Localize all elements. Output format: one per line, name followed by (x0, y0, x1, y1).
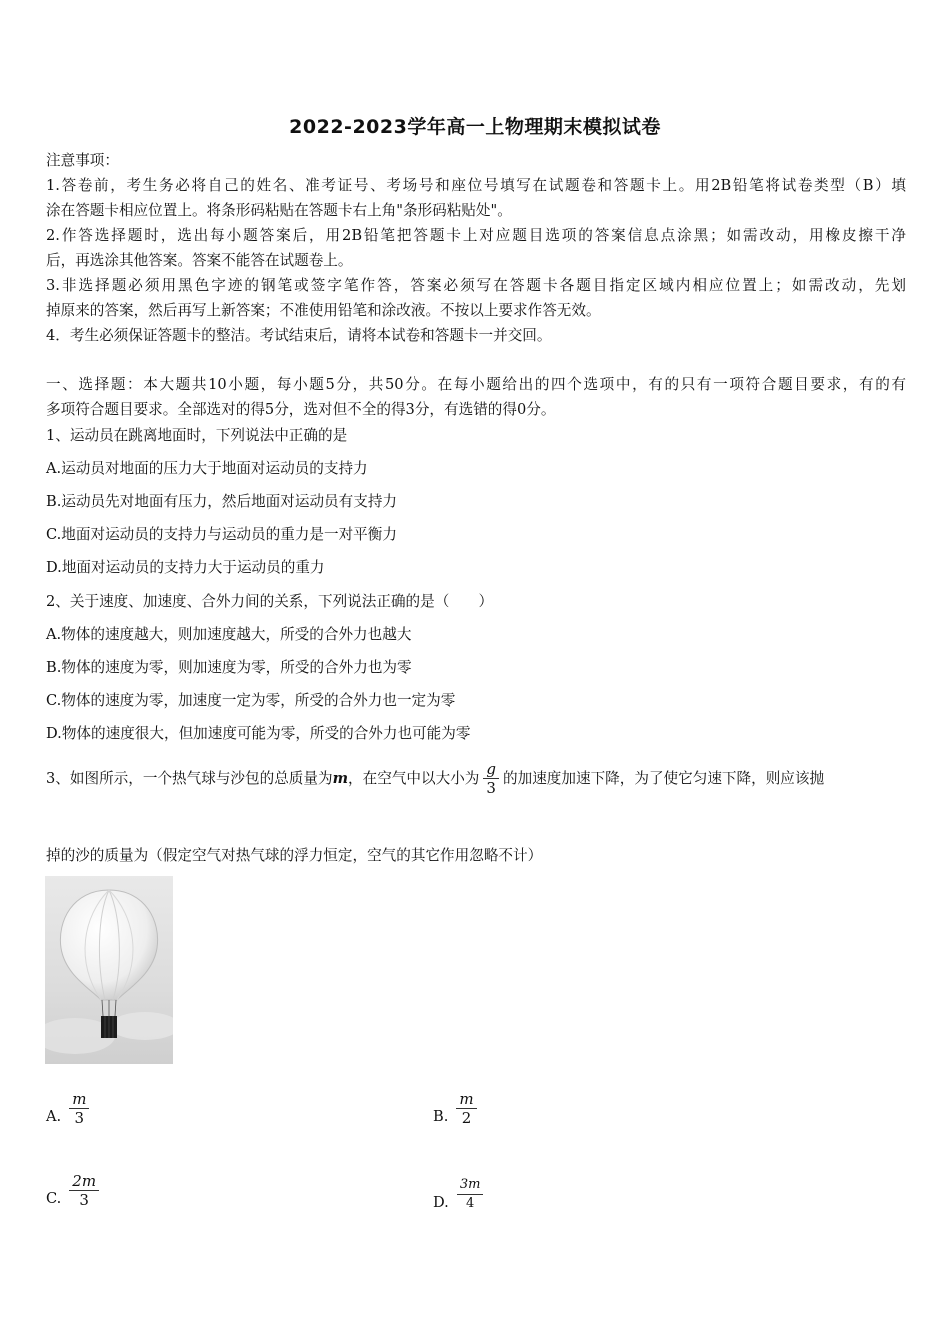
fraction-denominator: 3 (69, 1108, 89, 1127)
question-2-stem: 2、关于速度、加速度、合外力间的关系，下列说法正确的是（ ） (46, 593, 494, 610)
fraction-numerator: m (72, 1090, 87, 1108)
question-2-option-d: D.物体的速度很大，但加速度可能为零，所受的合外力也可能为零 (46, 725, 471, 742)
question-3-option-c (46, 1172, 99, 1209)
option-fraction (457, 1176, 484, 1213)
notice-heading: 注意事项： (46, 152, 119, 169)
fraction-denominator: 4 (457, 1194, 484, 1213)
question-1-option-c: C.地面对运动员的支持力与运动员的重力是一对平衡力 (46, 526, 397, 543)
option-fraction (456, 1090, 476, 1127)
question-3-stem-line-2: 掉的沙的质量为（假定空气对热气球的浮力恒定，空气的其它作用忽略不计） (46, 847, 543, 864)
notice-line-2: 涂在答题卡相应位置上。将条形码粘贴在答题卡右上角"条形码粘贴处"。 (46, 202, 512, 219)
question-1-option-a: A.运动员对地面的压力大于地面对运动员的支持力 (46, 460, 368, 477)
fraction-numerator: 2m (72, 1172, 97, 1190)
question-3-stem-part1: 3、如图所示，一个热气球与沙包的总质量为 (46, 769, 333, 787)
notice-line-6: 掉原来的答案，然后再写上新答案；不准使用铅笔和涂改液。不按以上要求作答无效。 (46, 302, 601, 319)
question-3-stem-part2: ，在空气中以大小为 (348, 769, 480, 787)
notice-line-5: 3.非选择题必须用黑色字迹的钢笔或签字笔作答，答案必须写在答题卡各题目指定区域内相应位置上；如需改动，先划 (46, 277, 906, 294)
question-3-acceleration-fraction (483, 760, 499, 797)
option-fraction (69, 1172, 99, 1209)
question-1-option-b: B.运动员先对地面有压力，然后地面对运动员有支持力 (46, 493, 398, 510)
question-2-option-c: C.物体的速度为零，加速度一定为零，所受的合外力也一定为零 (46, 692, 456, 709)
notice-line-7: 4．考生必须保证答题卡的整洁。考试结束后，请将本试卷和答题卡一并交回。 (46, 327, 552, 344)
question-1-option-d: D.地面对运动员的支持力大于运动员的重力 (46, 559, 325, 576)
question-3-option-d (433, 1176, 483, 1213)
option-fraction (69, 1090, 89, 1127)
notice-line-1: 1.答卷前，考生务必将自己的姓名、准考证号、考场号和座位号填写在试题卷和答题卡上。用2B铅笔将试卷类型（B）填 (46, 177, 906, 194)
question-3-option-b (433, 1090, 477, 1127)
question-3-stem-part3: 的加速度加速下降，为了使它匀速下降，则应该抛 (503, 769, 825, 787)
fraction-denominator: 3 (483, 778, 499, 797)
section-intro-line-2: 多项符合题目要求。全部选对的得5分，选对但不全的得3分，有选错的得0分。 (46, 401, 556, 418)
notice-line-3: 2.作答选择题时，选出每小题答案后，用2B铅笔把答题卡上对应题目选项的答案信息点涂黑；如需改动，用橡皮擦干净 (46, 227, 906, 244)
option-letter: D. (433, 1194, 449, 1211)
fraction-denominator: 3 (69, 1190, 99, 1209)
option-letter: A. (46, 1108, 62, 1125)
exam-title: 2022-2023学年高一上物理期末模拟试卷 (289, 116, 661, 138)
question-2-option-b: B.物体的速度为零，则加速度为零，所受的合外力也为零 (46, 659, 412, 676)
fraction-numerator: 3m (459, 1177, 481, 1192)
notice-line-4: 后，再选涂其他答案。答案不能答在试题卷上。 (46, 252, 353, 269)
fraction-denominator: 2 (456, 1108, 476, 1127)
question-3-mass-var: m (332, 769, 349, 787)
question-2-option-a: A.物体的速度越大，则加速度越大，所受的合外力也越大 (46, 626, 412, 643)
question-1-stem: 1、运动员在跳离地面时，下列说法中正确的是 (46, 427, 348, 444)
fraction-numerator: m (459, 1090, 474, 1108)
hot-air-balloon-image (45, 876, 173, 1064)
fraction-numerator: g (486, 760, 496, 778)
question-3-option-a (46, 1090, 89, 1127)
question-3-stem (46, 760, 906, 797)
option-letter: B. (433, 1108, 449, 1125)
option-letter: C. (46, 1190, 62, 1207)
section-intro-line-1: 一、选择题：本大题共10小题，每小题5分，共50分。在每小题给出的四个选项中，有的只有一项符合题目要求，有的有 (46, 376, 906, 393)
